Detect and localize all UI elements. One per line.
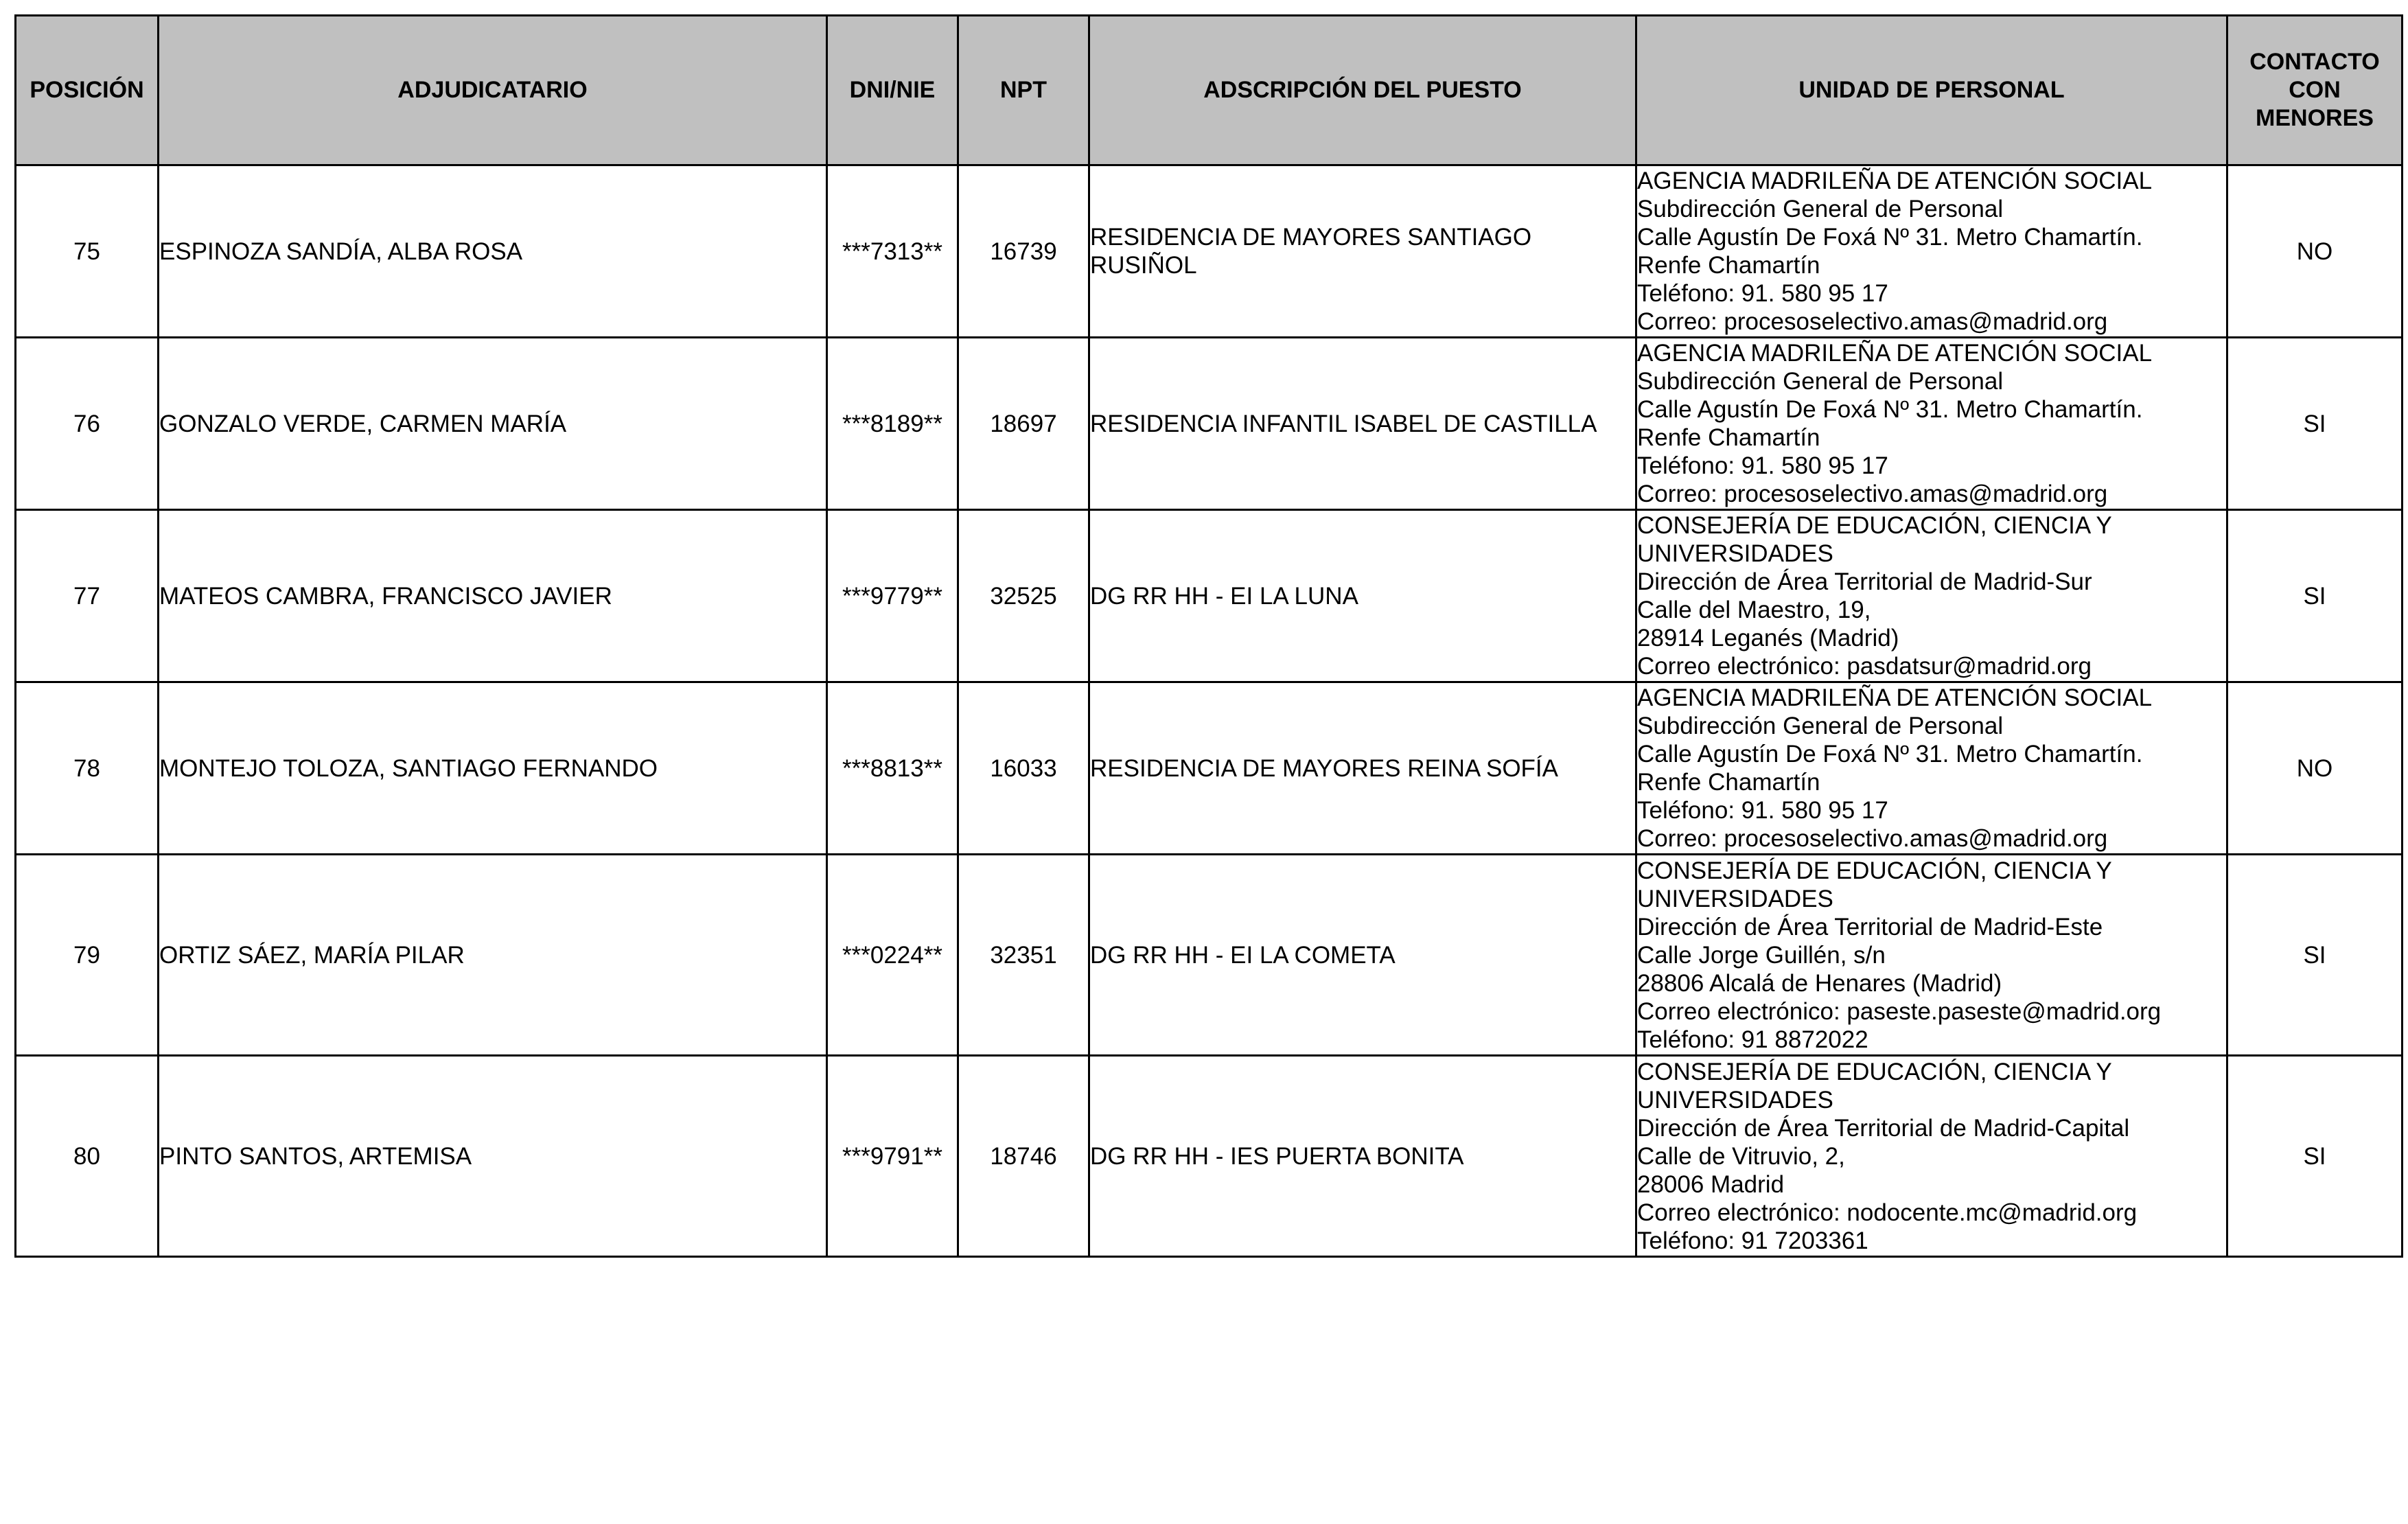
header-unidad: UNIDAD DE PERSONAL [1636, 16, 2227, 165]
unidad-line: Calle de Vitruvio, 2, [1637, 1142, 1845, 1170]
table-row [16, 682, 2403, 855]
cell-adscripcion: RESIDENCIA INFANTIL ISABEL DE CASTILLA [1089, 338, 1636, 510]
cell-contacto: NO [2227, 165, 2403, 338]
unidad-line: Correo electrónico: pasdatsur@madrid.org [1637, 653, 2092, 680]
header-adjudicatario: ADJUDICATARIO [159, 16, 827, 165]
cell-npt: 16739 [958, 165, 1089, 338]
adjudication-table [14, 14, 2403, 1258]
cell-dni: ***8813** [827, 682, 958, 855]
header-npt: NPT [958, 16, 1089, 165]
unidad-line: UNIVERSIDADES [1637, 885, 1833, 912]
cell-adjudicatario: MONTEJO TOLOZA, SANTIAGO FERNANDO [159, 682, 827, 855]
unidad-line: UNIVERSIDADES [1637, 540, 1833, 567]
unidad-line: Teléfono: 91. 580 95 17 [1637, 797, 1888, 824]
unidad-line: Dirección de Área Territorial de Madrid-Este [1637, 913, 2103, 940]
cell-adjudicatario: GONZALO VERDE, CARMEN MARÍA [159, 338, 827, 510]
header-dni: DNI/NIE [827, 16, 958, 165]
cell-adscripcion: RESIDENCIA DE MAYORES SANTIAGO RUSIÑOL [1089, 165, 1636, 338]
unidad-line: 28006 Madrid [1637, 1170, 1785, 1198]
unidad-line: CONSEJERÍA DE EDUCACIÓN, CIENCIA Y [1637, 512, 2112, 539]
cell-npt: 18746 [958, 1056, 1089, 1257]
cell-adjudicatario: PINTO SANTOS, ARTEMISA [159, 1056, 827, 1257]
unidad-line: Dirección de Área Territorial de Madrid-Sur [1637, 568, 2092, 595]
cell-unidad [1636, 855, 2227, 1056]
unidad-line: AGENCIA MADRILEÑA DE ATENCIÓN SOCIAL [1637, 340, 2153, 367]
cell-unidad [1636, 165, 2227, 338]
cell-unidad [1636, 338, 2227, 510]
header-contacto [2227, 16, 2403, 165]
unidad-line: Calle Agustín De Foxá Nº 31. Metro Chamartín. [1637, 741, 2143, 767]
cell-adjudicatario: ESPINOZA SANDÍA, ALBA ROSA [159, 165, 827, 338]
cell-posicion: 78 [16, 682, 159, 855]
unidad-line: Renfe Chamartín [1637, 424, 1820, 451]
unidad-line: Calle del Maestro, 19, [1637, 597, 1871, 623]
unidad-line: UNIVERSIDADES [1637, 1086, 1833, 1113]
cell-posicion: 79 [16, 855, 159, 1056]
unidad-line: Renfe Chamartín [1637, 769, 1820, 796]
unidad-line: Correo: procesoselectivo.amas@madrid.org [1637, 825, 2108, 852]
unidad-line: Calle Agustín De Foxá Nº 31. Metro Chamartín. [1637, 396, 2143, 423]
header-posicion: POSICIÓN [16, 16, 159, 165]
cell-adscripcion: RESIDENCIA DE MAYORES REINA SOFÍA [1089, 682, 1636, 855]
header-row [16, 16, 2403, 165]
unidad-line: AGENCIA MADRILEÑA DE ATENCIÓN SOCIAL [1637, 168, 2153, 194]
unidad-line: Correo electrónico: paseste.paseste@madrid.org [1637, 997, 2162, 1025]
cell-adjudicatario: ORTIZ SÁEZ, MARÍA PILAR [159, 855, 827, 1056]
unidad-line: Calle Jorge Guillén, s/n [1637, 941, 1886, 969]
cell-dni: ***8189** [827, 338, 958, 510]
cell-dni: ***9779** [827, 510, 958, 682]
unidad-line: Correo electrónico: nodocente.mc@madrid.org [1637, 1199, 2138, 1226]
cell-contacto: SI [2227, 510, 2403, 682]
cell-contacto: SI [2227, 1056, 2403, 1257]
unidad-line: Correo: procesoselectivo.amas@madrid.org [1637, 308, 2108, 335]
table-row [16, 165, 2403, 338]
cell-adscripcion: DG RR HH - EI LA LUNA [1089, 510, 1636, 682]
unidad-line: Teléfono: 91 7203361 [1637, 1227, 1868, 1254]
unidad-line: Renfe Chamartín [1637, 252, 1820, 279]
unidad-line: Correo: procesoselectivo.amas@madrid.org [1637, 481, 2108, 507]
cell-dni: ***0224** [827, 855, 958, 1056]
unidad-line: Subdirección General de Personal [1637, 368, 2004, 395]
cell-contacto: NO [2227, 682, 2403, 855]
unidad-line: Teléfono: 91 8872022 [1637, 1026, 1868, 1053]
cell-unidad [1636, 1056, 2227, 1257]
unidad-line: CONSEJERÍA DE EDUCACIÓN, CIENCIA Y [1637, 1058, 2112, 1085]
unidad-line: CONSEJERÍA DE EDUCACIÓN, CIENCIA Y [1637, 857, 2112, 884]
cell-adscripcion: DG RR HH - EI LA COMETA [1089, 855, 1636, 1056]
cell-unidad [1636, 682, 2227, 855]
cell-unidad [1636, 510, 2227, 682]
unidad-line: Dirección de Área Territorial de Madrid-Capital [1637, 1114, 2130, 1142]
cell-posicion: 80 [16, 1056, 159, 1257]
cell-npt: 32351 [958, 855, 1089, 1056]
cell-posicion: 77 [16, 510, 159, 682]
cell-adjudicatario: MATEOS CAMBRA, FRANCISCO JAVIER [159, 510, 827, 682]
cell-posicion: 75 [16, 165, 159, 338]
header-contacto-line: MENORES [2256, 105, 2374, 131]
cell-npt: 32525 [958, 510, 1089, 682]
cell-contacto: SI [2227, 855, 2403, 1056]
table-row [16, 510, 2403, 682]
cell-adscripcion: DG RR HH - IES PUERTA BONITA [1089, 1056, 1636, 1257]
unidad-line: Teléfono: 91. 580 95 17 [1637, 280, 1888, 307]
table-row [16, 1056, 2403, 1257]
cell-npt: 16033 [958, 682, 1089, 855]
cell-dni: ***9791** [827, 1056, 958, 1257]
unidad-line: Teléfono: 91. 580 95 17 [1637, 452, 1888, 479]
header-contacto-line: CONTACTO [2249, 49, 2380, 75]
unidad-line: Calle Agustín De Foxá Nº 31. Metro Chamartín. [1637, 224, 2143, 251]
header-adscripcion: ADSCRIPCIÓN DEL PUESTO [1089, 16, 1636, 165]
cell-posicion: 76 [16, 338, 159, 510]
unidad-line: Subdirección General de Personal [1637, 196, 2004, 222]
unidad-line: Subdirección General de Personal [1637, 713, 2004, 739]
cell-contacto: SI [2227, 338, 2403, 510]
header-contacto-line: CON [2289, 77, 2341, 103]
table-row [16, 338, 2403, 510]
unidad-line: 28806 Alcalá de Henares (Madrid) [1637, 969, 2002, 997]
unidad-line: 28914 Leganés (Madrid) [1637, 625, 1899, 651]
unidad-line: AGENCIA MADRILEÑA DE ATENCIÓN SOCIAL [1637, 684, 2153, 711]
cell-dni: ***7313** [827, 165, 958, 338]
table-row [16, 855, 2403, 1056]
cell-npt: 18697 [958, 338, 1089, 510]
